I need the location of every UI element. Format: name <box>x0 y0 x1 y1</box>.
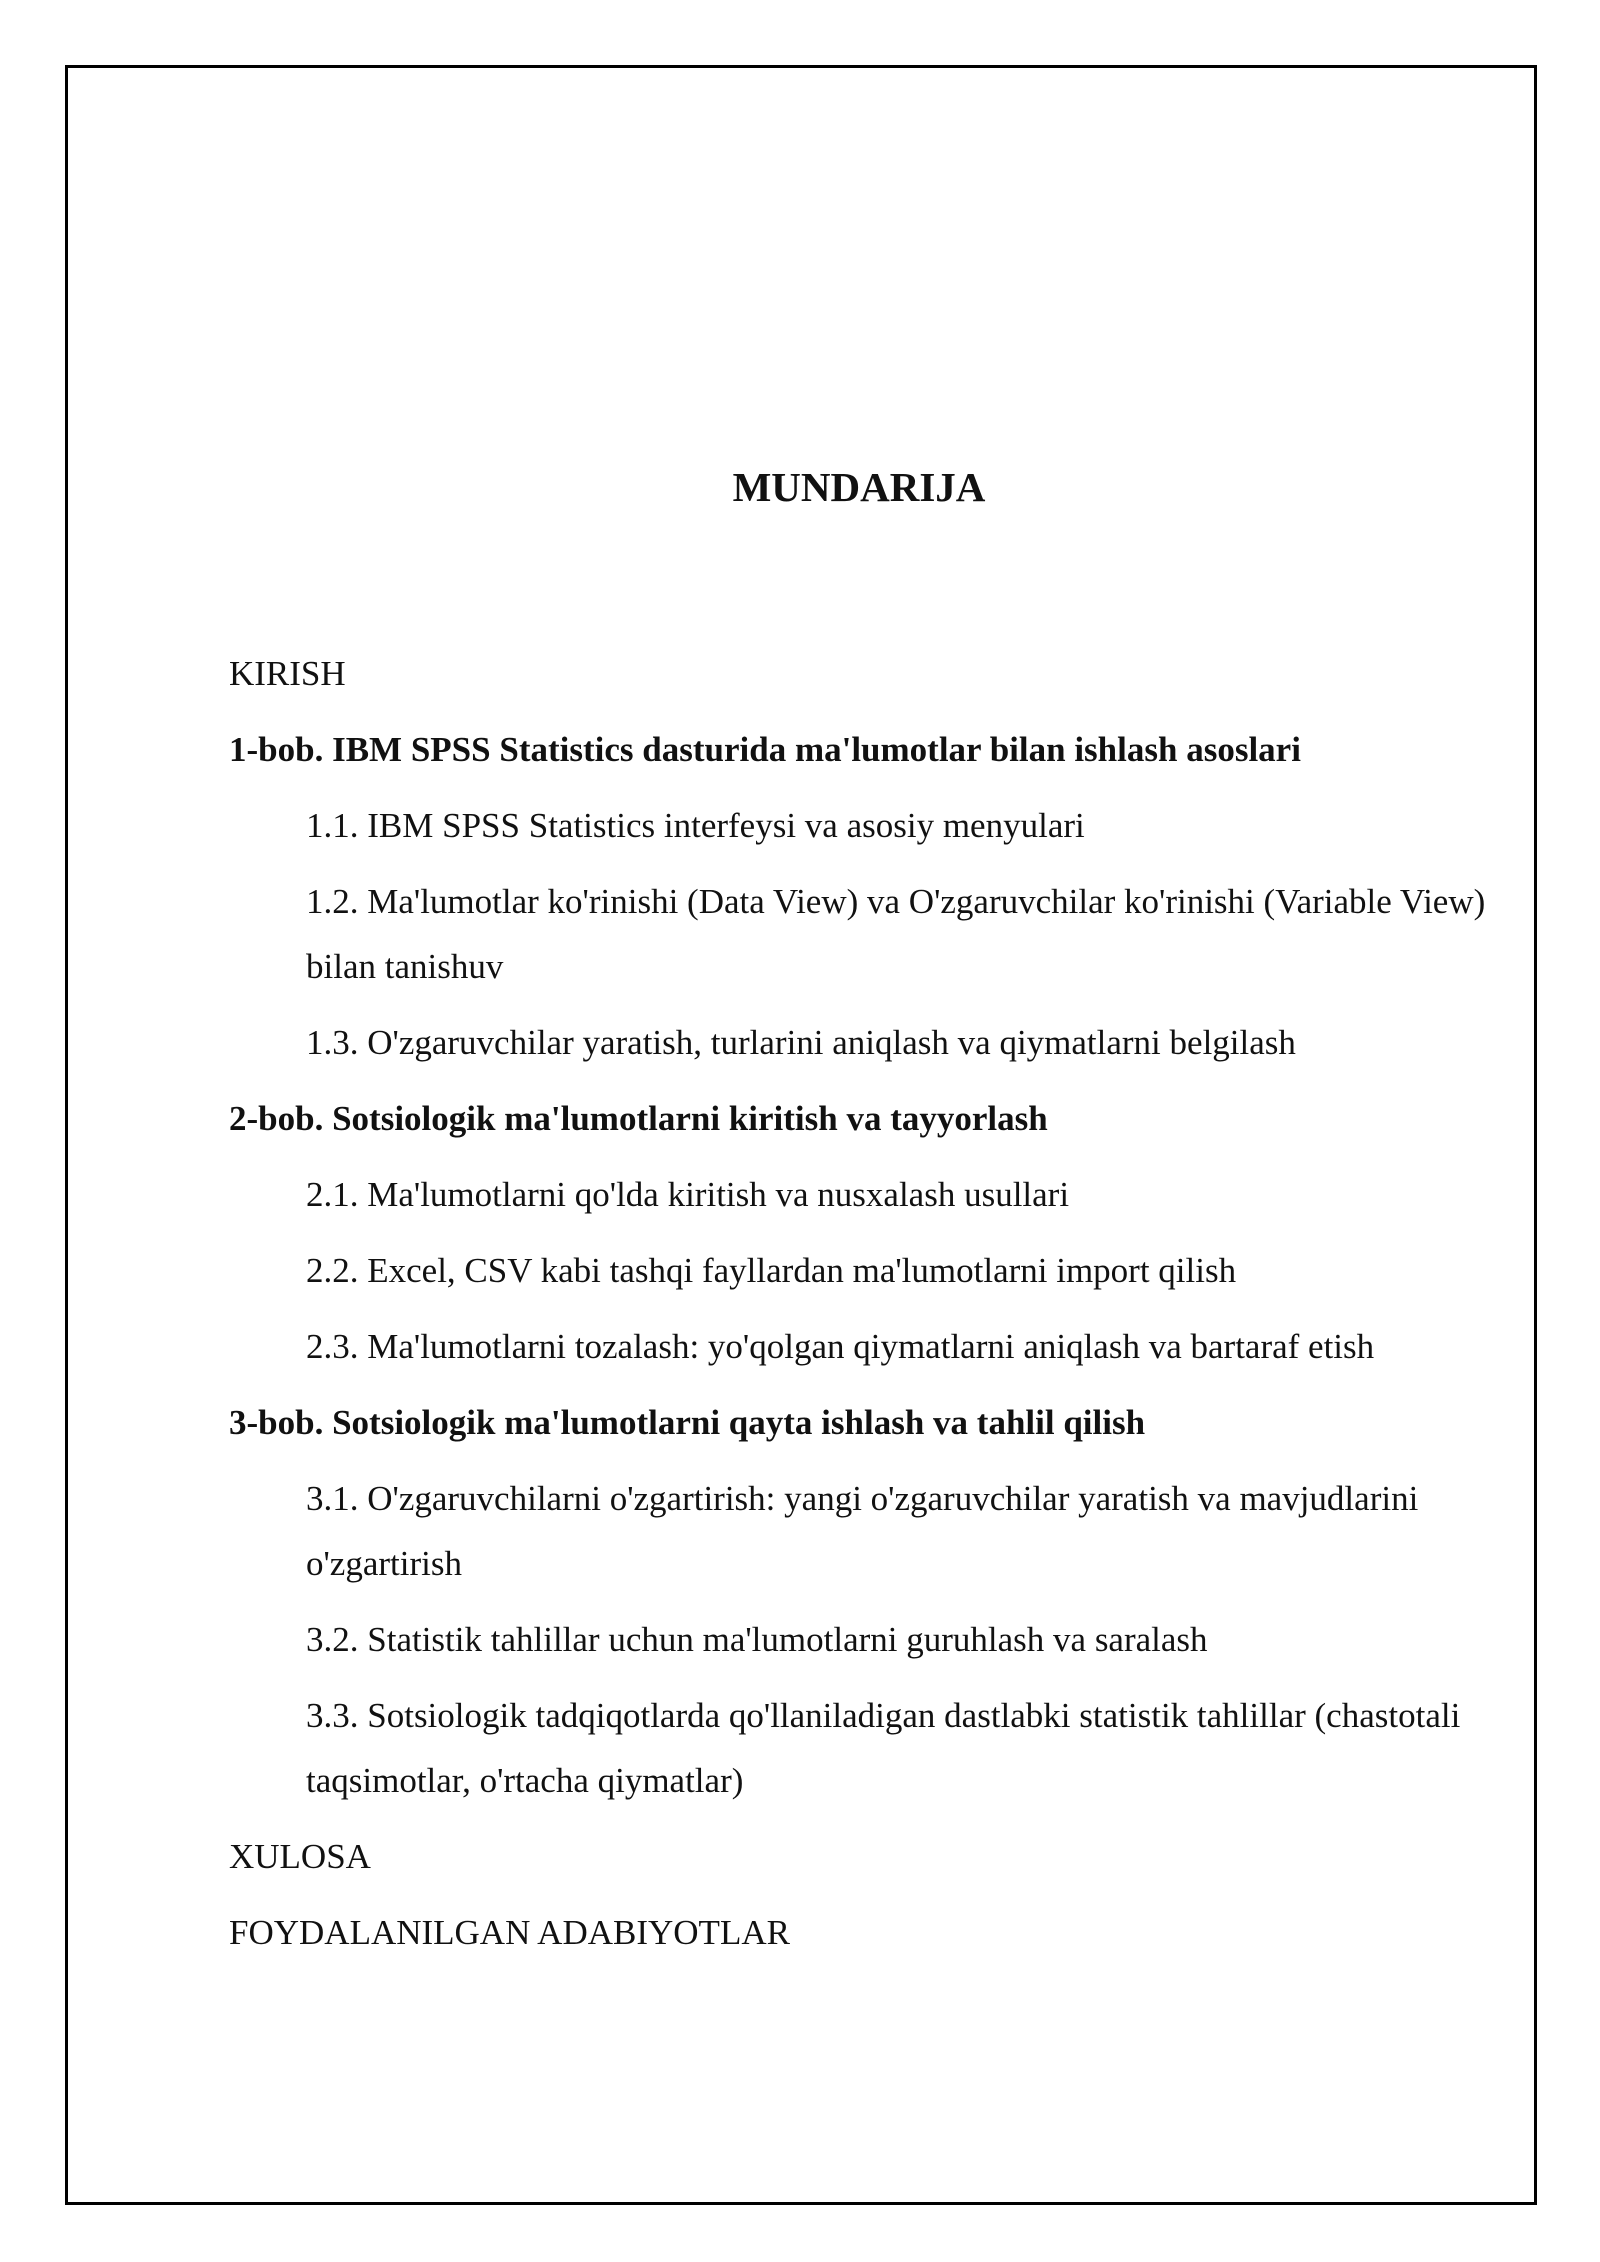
toc-section-3-1: 3.1. O'zgaruvchilarni o'zgartirish: yangi o'zgaruvchilar yaratish va mavjudlarini o'zgartirish <box>306 1479 1419 1583</box>
toc-section-2-3: 2.3. Ma'lumotlarni tozalash: yo'qolgan qiymatlarni aniqlash va bartaraf etish <box>306 1327 1375 1366</box>
toc-chapter-3: 3-bob. Sotsiologik ma'lumotlarni qayta ishlash va tahlil qilish <box>229 1403 1146 1442</box>
toc-section-3-2: 3.2. Statistik tahlillar uchun ma'lumotlarni guruhlash va saralash <box>306 1620 1208 1659</box>
toc-chapter-1: 1-bob. IBM SPSS Statistics dasturida ma'lumotlar bilan ishlash asoslari <box>229 730 1301 769</box>
toc-entry-intro: KIRISH <box>229 654 346 693</box>
toc-entry-references: FOYDALANILGAN ADABIYOTLAR <box>229 1913 790 1952</box>
toc-section-3-3: 3.3. Sotsiologik tadqiqotlarda qo'llaniladigan dastlabki statistik tahlillar (chastotali taqsimotlar, o'rtacha qiymatlar) <box>306 1696 1461 1800</box>
toc-section-2-2: 2.2. Excel, CSV kabi tashqi fayllardan ma'lumotlarni import qilish <box>306 1251 1237 1290</box>
page-title: MUNDARIJA <box>732 464 986 510</box>
toc-section-1-2: 1.2. Ma'lumotlar ko'rinishi (Data View) va O'zgaruvchilar ko'rinishi (Variable View) bilan tanishuv <box>306 882 1486 986</box>
toc-section-2-1: 2.1. Ma'lumotlarni qo'lda kiritish va nusxalash usullari <box>306 1175 1070 1214</box>
toc-section-1-3: 1.3. O'zgaruvchilar yaratish, turlarini aniqlash va qiymatlarni belgilash <box>306 1023 1296 1062</box>
toc-section-1-1: 1.1. IBM SPSS Statistics interfeysi va asosiy menyulari <box>306 806 1085 845</box>
toc-chapter-2: 2-bob. Sotsiologik ma'lumotlarni kiritish va tayyorlash <box>229 1099 1048 1138</box>
table-of-contents <box>229 641 1499 1976</box>
toc-entry-conclusion: XULOSA <box>229 1837 371 1876</box>
